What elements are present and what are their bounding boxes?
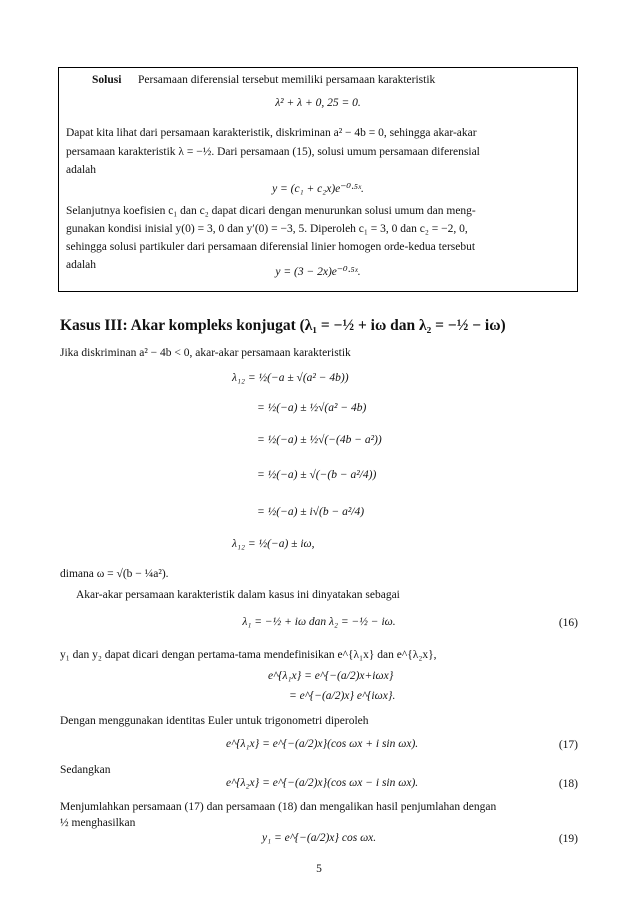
equation-17: e^{λ₁x} = e^{−(a/2)x}(cos ωx + i sin ωx). [226,738,419,750]
solution-label: Solusi [92,74,122,86]
general-solution-eq: y = (c₁ + c₂x)e⁻⁰·⁵ˣ. [272,183,364,195]
derivation-line-5: = ½(−a) ± i√(b − a²/4) [257,506,365,518]
section-heading: Kasus III: Akar kompleks konjugat (λ₁ = −½ + iω dan λ₂ = −½ − iω) [60,317,506,334]
sum-sentence-line1: Menjumlahkan persamaan (17) dan persamaan (18) dan mengalikan hasil penjumlahan dengan [60,801,497,813]
sum-sentence-line2: ½ menghasilkan [60,817,136,829]
roots-sentence: Akar-akar persamaan karakteristik dalam kasus ini dinyatakan sebagai [76,589,400,601]
box-para1-line1: Dapat kita lihat dari persamaan karakteristik, diskriminan a² − 4b = 0, sehingga akar-akar [66,127,477,139]
equation-19-number: (19) [558,833,578,845]
page-number: 5 [316,863,322,875]
euler-sentence: Dengan menggunakan identitas Euler untuk trigonometri diperoleh [60,715,369,727]
derivation-line-1: λ₁₂ = ½(−a ± √(a² − 4b)) [232,372,349,384]
equation-18-number: (18) [558,778,578,790]
box-para1-line3: adalah [66,164,97,176]
equation-17-number: (17) [558,739,578,751]
box-para2-line2: gunakan kondisi inisial y(0) = 3, 0 dan y′(0) = −3, 5. Diperoleh c₁ = 3, 0 dan c₂ = −2, 0, [66,223,468,235]
omega-definition: dimana ω = √(b − ¼a²). [60,568,169,580]
derivation-line-3: = ½(−a) ± ½√(−(4b − a²)) [257,434,382,446]
equation-16-number: (16) [558,617,578,629]
sedangkan-label: Sedangkan [60,764,111,776]
box-para2-line3: sehingga solusi partikuler dari persamaan diferensial linier homogen orde-kedua tersebut [66,241,476,253]
char-equation: λ² + λ + 0, 25 = 0. [275,97,361,109]
derivation-line-2: = ½(−a) ± ½√(a² − 4b) [257,402,367,414]
box-para2-line1: Selanjutnya koefisien c₁ dan c₂ dapat dicari dengan menurunkan solusi umum dan meng- [66,205,476,217]
solution-intro: Persamaan diferensial tersebut memiliki persamaan karakteristik [138,74,436,86]
exp-line-2: = e^{−(a/2)x} e^{iωx}. [289,690,396,702]
box-para2-line4: adalah [66,259,97,271]
derivation-line-4: = ½(−a) ± √(−(b − a²/4)) [257,469,377,481]
exp-line-1: e^{λ₁x} = e^{−(a/2)x+iωx} [268,670,394,682]
particular-solution-eq: y = (3 − 2x)e⁻⁰·⁵ˣ. [275,266,361,278]
equation-19: y₁ = e^{−(a/2)x} cos ωx. [262,832,377,844]
box-para1-line2: persamaan karakteristik λ = −½. Dari persamaan (15), solusi umum persamaan diferensial [66,146,480,158]
derivation-line-6: λ₁₂ = ½(−a) ± iω, [232,538,315,550]
equation-18: e^{λ₂x} = e^{−(a/2)x}(cos ωx − i sin ωx). [226,777,419,789]
y-definition-sentence: y₁ dan y₂ dapat dicari dengan pertama-tama mendefinisikan e^{λ₁x} dan e^{λ₂x}, [60,649,437,661]
case3-intro: Jika diskriminan a² − 4b < 0, akar-akar persamaan karakteristik [60,347,351,359]
equation-16: λ₁ = −½ + iω dan λ₂ = −½ − iω. [242,616,396,628]
